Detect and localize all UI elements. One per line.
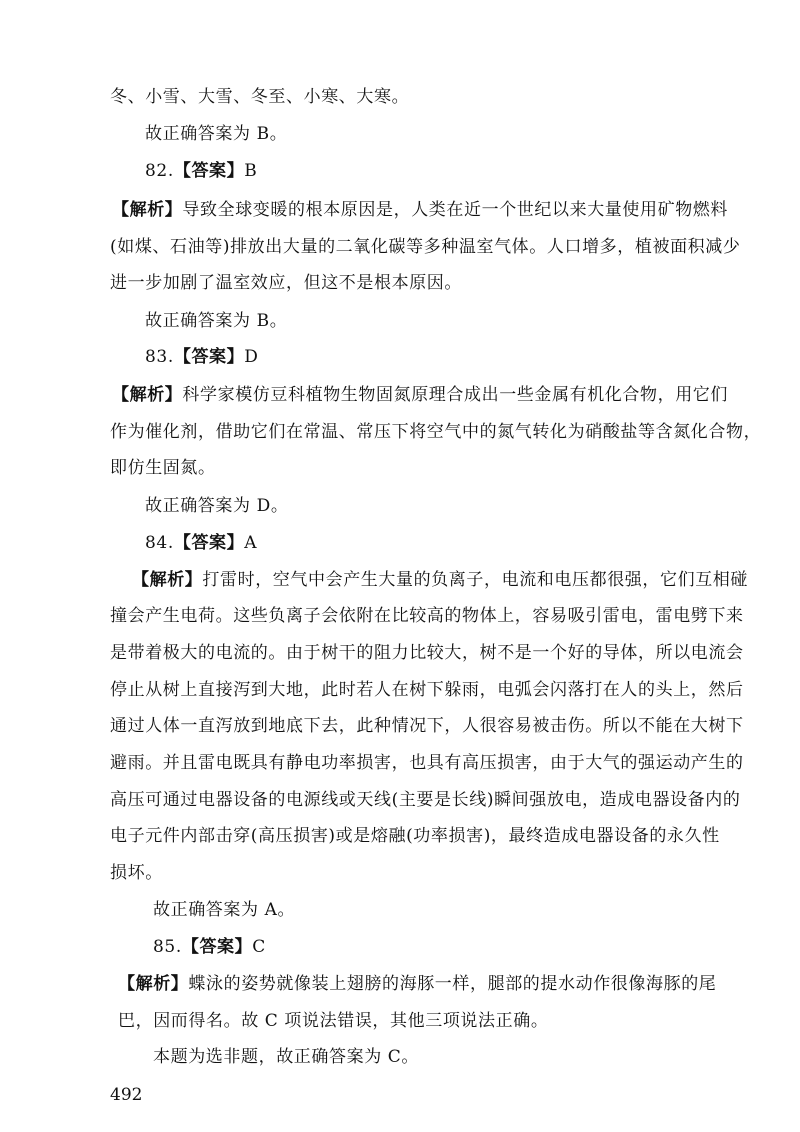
analysis-84-line-4: 停止从树上直接泻到大地，此时若人在树下躲雨，电弧会闪落打在人的头上，然后 xyxy=(110,680,744,700)
analysis-84-line-7: 高压可通过电器设备的电源线或天线(主要是长线)瞬间强放电，造成电器设备内的 xyxy=(110,790,741,810)
question-number: 82. xyxy=(145,161,174,181)
answer-tag: 【答案】 xyxy=(181,937,253,957)
analysis-85-line-1: 【解析】蝶泳的姿势就像装上翅膀的海豚一样，腿部的提水动作很像海豚的尾 xyxy=(118,974,717,994)
analysis-tag: 【解析】 xyxy=(132,570,203,590)
analysis-82-line-3: 进一步加剧了温室效应，但这不是根本原因。 xyxy=(110,273,462,293)
analysis-84-line-2: 撞会产生电荷。这些负离子会依附在比较高的物体上，容易吸引雷电，雷电劈下来 xyxy=(110,606,744,626)
question-number: 83. xyxy=(145,347,174,367)
conclusion-83: 故正确答案为 D。 xyxy=(145,496,289,516)
analysis-84-line-1: 【解析】打雷时，空气中会产生大量的负离子，电流和电压都很强，它们互相碰 xyxy=(132,570,749,590)
answer-letter: B xyxy=(244,161,258,181)
page-number: 492 xyxy=(110,1085,143,1105)
question-85-answer xyxy=(153,934,266,960)
question-number: 85. xyxy=(153,937,182,957)
analysis-83-line-2: 作为催化剂，借助它们在常温、常压下将空气中的氮气转化为硝酸盐等含氮化合物， xyxy=(110,422,762,442)
conclusion-84: 故正确答案为 A。 xyxy=(153,900,296,920)
question-82-answer xyxy=(145,158,257,184)
conclusion-81: 故正确答案为 B。 xyxy=(145,124,288,144)
analysis-tag: 【解析】 xyxy=(112,385,183,405)
question-number: 84. xyxy=(145,533,174,553)
analysis-tag: 【解析】 xyxy=(118,974,189,994)
analysis-84-line-5: 通过人体一直泻放到地底下去，此种情况下，人很容易被击伤。所以不能在大树下 xyxy=(110,716,744,736)
analysis-85-line-2: 巴，因而得名。故 C 项说法错误，其他三项说法正确。 xyxy=(118,1011,549,1031)
answer-letter: C xyxy=(252,937,266,957)
answer-letter: A xyxy=(244,533,258,553)
question-83-answer xyxy=(145,344,258,370)
analysis-84-line-6: 避雨。并且雷电既具有静电功率损害，也具有高压损害，由于大气的强运动产生的 xyxy=(110,753,744,773)
answer-letter: D xyxy=(244,347,259,367)
answer-tag: 【答案】 xyxy=(173,533,245,553)
analysis-82-line-1: 【解析】导致全球变暖的根本原因是，人类在近一个世纪以来大量使用矿物燃料 xyxy=(112,200,729,220)
analysis-84-line-9: 损坏。 xyxy=(110,863,163,883)
analysis-84-line-3: 是带着极大的电流的。由于树干的阻力比较大，树不是一个好的导体，所以电流会 xyxy=(110,643,744,663)
analysis-83-line-3: 即仿生固氮。 xyxy=(110,458,216,478)
conclusion-82: 故正确答案为 B。 xyxy=(145,311,288,331)
analysis-84-line-8: 电子元件内部击穿(高压损害)或是熔融(功率损害)，最终造成电器设备的永久性 xyxy=(110,826,720,846)
analysis-83-line-1: 【解析】科学家模仿豆科植物生物固氮原理合成出一些金属有机化合物，用它们 xyxy=(112,385,729,405)
analysis-tag: 【解析】 xyxy=(112,200,183,220)
analysis-82-line-2: (如煤、石油等)排放出大量的二氧化碳等多种温室气体。人口增多，植被面积减少 xyxy=(110,237,741,257)
conclusion-85: 本题为选非题，故正确答案为 C。 xyxy=(153,1047,420,1067)
answer-tag: 【答案】 xyxy=(173,161,245,181)
question-84-answer xyxy=(145,530,257,556)
answer-tag: 【答案】 xyxy=(173,347,245,367)
text-line: 冬、小雪、大雪、冬至、小寒、大寒。 xyxy=(110,87,410,107)
